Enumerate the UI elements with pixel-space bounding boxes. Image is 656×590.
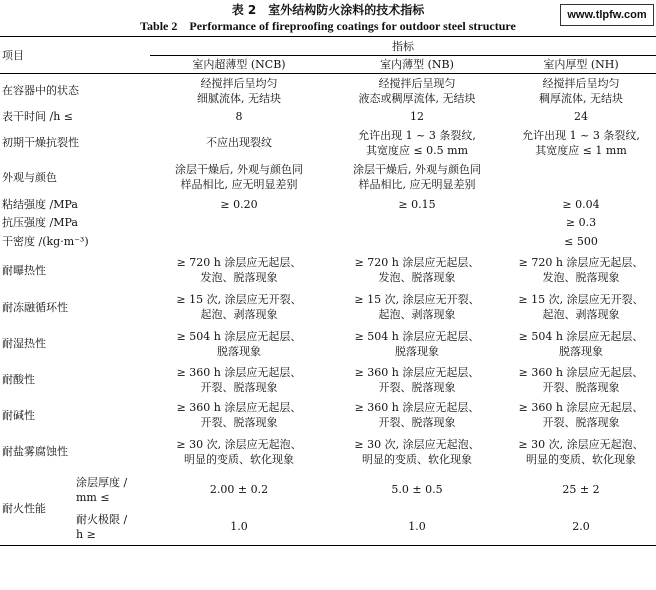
cell-c1 <box>150 126 328 160</box>
table-row <box>0 195 656 214</box>
table-row <box>0 433 656 471</box>
cell-line: 经搅拌后呈均匀 <box>542 76 620 90</box>
cell-line: 稠厚流体, 无结块 <box>539 91 624 105</box>
fire-sub-label-line: 涂层厚度 / <box>76 475 128 489</box>
cell-line: 起泡、剥落现象 <box>378 308 456 321</box>
cell-c1 <box>150 214 328 231</box>
row-label: 耐曝热性 <box>2 263 46 277</box>
fire-cell-c3: 25 ± 2 <box>562 483 600 496</box>
row-label: 干密度 /(kg·m⁻³) <box>2 234 89 248</box>
spec-table <box>0 36 656 546</box>
cell-line: 发泡、脱落现象 <box>200 271 278 284</box>
cell-line: 24 <box>574 110 589 123</box>
cell-c3 <box>506 398 656 433</box>
cell-c1 <box>150 195 328 214</box>
header-col-nh: 室内厚型 (NH) <box>506 56 656 74</box>
cell-line: ≥ 720 h 涂层应无起层、 <box>518 256 644 269</box>
cell-line: 明显的变质、软化现象 <box>526 452 637 466</box>
fire-sub-label <box>76 512 148 542</box>
cell-c1 <box>150 160 328 195</box>
cell-line: 脱落现象 <box>395 344 439 358</box>
table-row <box>0 326 656 362</box>
cell-line: ≥ 720 h 涂层应无起层、 <box>176 256 302 269</box>
table-row <box>0 214 656 231</box>
cell-c2 <box>328 433 506 471</box>
cell-line: 明显的变质、软化现象 <box>184 452 294 466</box>
cell-c2 <box>328 398 506 433</box>
cell-c2 <box>328 289 506 326</box>
cell-line: ≥ 30 次, 涂层应无起泡、 <box>354 437 480 451</box>
cell-line: 起泡、剥落现象 <box>542 308 620 321</box>
fire-cell-c2: 1.0 <box>408 520 426 534</box>
cell-c1 <box>150 362 328 398</box>
table-row <box>0 231 656 252</box>
cell-c3 <box>506 289 656 326</box>
table-row <box>0 126 656 160</box>
cell-c3 <box>506 108 656 126</box>
cell-c3 <box>506 74 656 108</box>
table-row <box>0 252 656 289</box>
site-watermark: www.tlpfw.com <box>560 4 654 26</box>
cell-line: ≥ 15 次, 涂层应无开裂、 <box>354 293 480 306</box>
fire-sub-label-line: 耐火极限 / <box>76 512 128 526</box>
table-row <box>0 362 656 398</box>
cell-line: ≥ 0.04 <box>562 197 600 211</box>
cell-line: ≥ 15 次, 涂层应无开裂、 <box>176 293 302 306</box>
cell-line: ≥ 360 h 涂层应无起层、 <box>176 401 302 414</box>
fire-label-cell <box>0 509 150 546</box>
header-indicator: 指标 <box>150 37 656 56</box>
table-row <box>0 398 656 433</box>
cell-line: 允许出现 1 ~ 3 条裂纹, <box>522 128 640 142</box>
cell-c2 <box>328 214 506 231</box>
cell-line: 发泡、脱落现象 <box>378 271 456 284</box>
row-label: 初期干燥抗裂性 <box>2 136 79 149</box>
table-row <box>0 289 656 326</box>
cell-line: 细腻流体, 无结块 <box>197 91 281 105</box>
cell-c1 <box>150 252 328 289</box>
fire-sub-label <box>76 475 148 505</box>
cell-line: ≥ 0.3 <box>565 215 597 229</box>
table-row <box>0 74 656 108</box>
cell-line: 不应出现裂纹 <box>206 136 272 149</box>
table-title-cn: 表 2 室外结构防火涂料的技术指标 <box>231 3 425 17</box>
row-label: 抗压强度 /MPa <box>2 215 78 229</box>
row-label: 耐湿热性 <box>2 337 46 350</box>
row-label: 外观与颜色 <box>2 170 57 184</box>
cell-c2 <box>328 74 506 108</box>
cell-c3 <box>506 195 656 214</box>
cell-line: 其宽度应 ≤ 1 mm <box>535 143 627 157</box>
row-label: 在容器中的状态 <box>2 84 79 98</box>
table-title-en: Table 2 Performance of fireproofing coatings for outdoor steel structure <box>140 19 516 33</box>
fire-group-label: 耐火性能 <box>2 501 46 515</box>
cell-line: 其宽度应 ≤ 0.5 mm <box>365 143 469 157</box>
cell-c1 <box>150 231 328 252</box>
row-label: 表干时间 /h ≤ <box>2 110 74 123</box>
cell-line: ≥ 15 次, 涂层应无开裂、 <box>518 293 644 306</box>
fire-sub-label-line: h ≥ <box>76 527 96 541</box>
cell-line: 脱落现象 <box>217 344 261 358</box>
header-row-1 <box>0 37 656 56</box>
fire-cell-c1: 2.00 ± 0.2 <box>209 483 269 496</box>
table-row <box>0 160 656 195</box>
fire-label-cell <box>0 471 150 515</box>
fire-cell-c3: 2.0 <box>572 520 590 534</box>
cell-line: 发泡、脱落现象 <box>542 271 620 284</box>
cell-c1 <box>150 74 328 108</box>
cell-line: 样品相比, 应无明显差别 <box>180 178 298 191</box>
cell-line: ≥ 360 h 涂层应无起层、 <box>518 365 644 379</box>
table-row-fire-sub2 <box>0 509 656 546</box>
cell-c1 <box>150 326 328 362</box>
cell-line: ≥ 30 次, 涂层应无起泡、 <box>176 437 302 451</box>
cell-line: ≥ 504 h 涂层应无起层、 <box>176 329 302 343</box>
table-row-fire-sub1 <box>0 471 656 509</box>
cell-c3 <box>506 362 656 398</box>
cell-line: 起泡、剥落现象 <box>200 308 278 321</box>
cell-c1 <box>150 289 328 326</box>
cell-c1 <box>150 433 328 471</box>
row-label: 耐酸性 <box>2 373 35 386</box>
cell-line: ≥ 504 h 涂层应无起层、 <box>518 329 644 343</box>
cell-line: 涂层干燥后, 外观与颜色同 <box>175 163 303 176</box>
fire-cell-c2: 5.0 ± 0.5 <box>391 483 443 496</box>
cell-line: 8 <box>235 110 243 123</box>
fire-cell-c1: 1.0 <box>230 520 248 534</box>
cell-line: ≥ 720 h 涂层应无起层、 <box>354 256 480 269</box>
cell-c3 <box>506 433 656 471</box>
cell-line: 涂层干燥后, 外观与颜色同 <box>353 163 481 176</box>
table-row <box>0 108 656 126</box>
cell-c3 <box>506 326 656 362</box>
cell-line: ≥ 360 h 涂层应无起层、 <box>518 401 644 414</box>
cell-line: 开裂、脱落现象 <box>378 380 456 394</box>
cell-c2 <box>328 160 506 195</box>
cell-line: 液态或稠厚流体, 无结块 <box>358 91 476 105</box>
cell-line: ≥ 360 h 涂层应无起层、 <box>176 365 302 379</box>
row-label: 耐盐雾腐蚀性 <box>2 445 68 458</box>
cell-line: ≥ 360 h 涂层应无起层、 <box>354 365 480 379</box>
cell-c1 <box>150 398 328 433</box>
row-label: 耐碱性 <box>2 408 35 422</box>
cell-line: 开裂、脱落现象 <box>542 380 620 394</box>
cell-c2 <box>328 195 506 214</box>
cell-c3 <box>506 214 656 231</box>
cell-line: 经搅拌后呈现匀 <box>378 76 456 90</box>
cell-line: 脱落现象 <box>559 344 604 358</box>
cell-c2 <box>328 126 506 160</box>
cell-c1 <box>150 108 328 126</box>
cell-c2 <box>328 326 506 362</box>
cell-line: 12 <box>410 110 424 123</box>
cell-line: 开裂、脱落现象 <box>200 416 278 429</box>
cell-line: 样品相比, 应无明显差别 <box>358 178 476 191</box>
cell-line: 开裂、脱落现象 <box>378 416 456 429</box>
header-col-ncb: 室内超薄型 (NCB) <box>150 56 328 74</box>
cell-c2 <box>328 252 506 289</box>
cell-c3 <box>506 231 656 252</box>
cell-line: ≥ 30 次, 涂层应无起泡、 <box>518 437 644 451</box>
cell-line: 明显的变质、软化现象 <box>362 452 472 466</box>
cell-c2 <box>328 362 506 398</box>
header-col-nb: 室内薄型 (NB) <box>328 56 506 74</box>
fire-sub-label-line: mm ≤ <box>76 490 110 504</box>
cell-line: 经搅拌后呈均匀 <box>200 76 278 90</box>
cell-c3 <box>506 252 656 289</box>
cell-c3 <box>506 160 656 195</box>
cell-line: ≥ 360 h 涂层应无起层、 <box>354 401 480 414</box>
row-label: 粘结强度 /MPa <box>2 197 78 211</box>
cell-c2 <box>328 231 506 252</box>
header-item: 项目 <box>0 37 150 74</box>
cell-line: 开裂、脱落现象 <box>200 380 278 394</box>
cell-c3 <box>506 126 656 160</box>
row-label: 耐冻融循环性 <box>2 300 68 314</box>
cell-c2 <box>328 108 506 126</box>
cell-line: ≤ 500 <box>564 234 598 248</box>
cell-line: ≥ 0.20 <box>220 197 258 211</box>
cell-line: 开裂、脱落现象 <box>542 416 620 429</box>
cell-line: ≥ 504 h 涂层应无起层、 <box>354 329 480 343</box>
cell-line: 允许出现 1 ~ 3 条裂纹, <box>358 128 476 142</box>
cell-line: ≥ 0.15 <box>398 197 436 211</box>
